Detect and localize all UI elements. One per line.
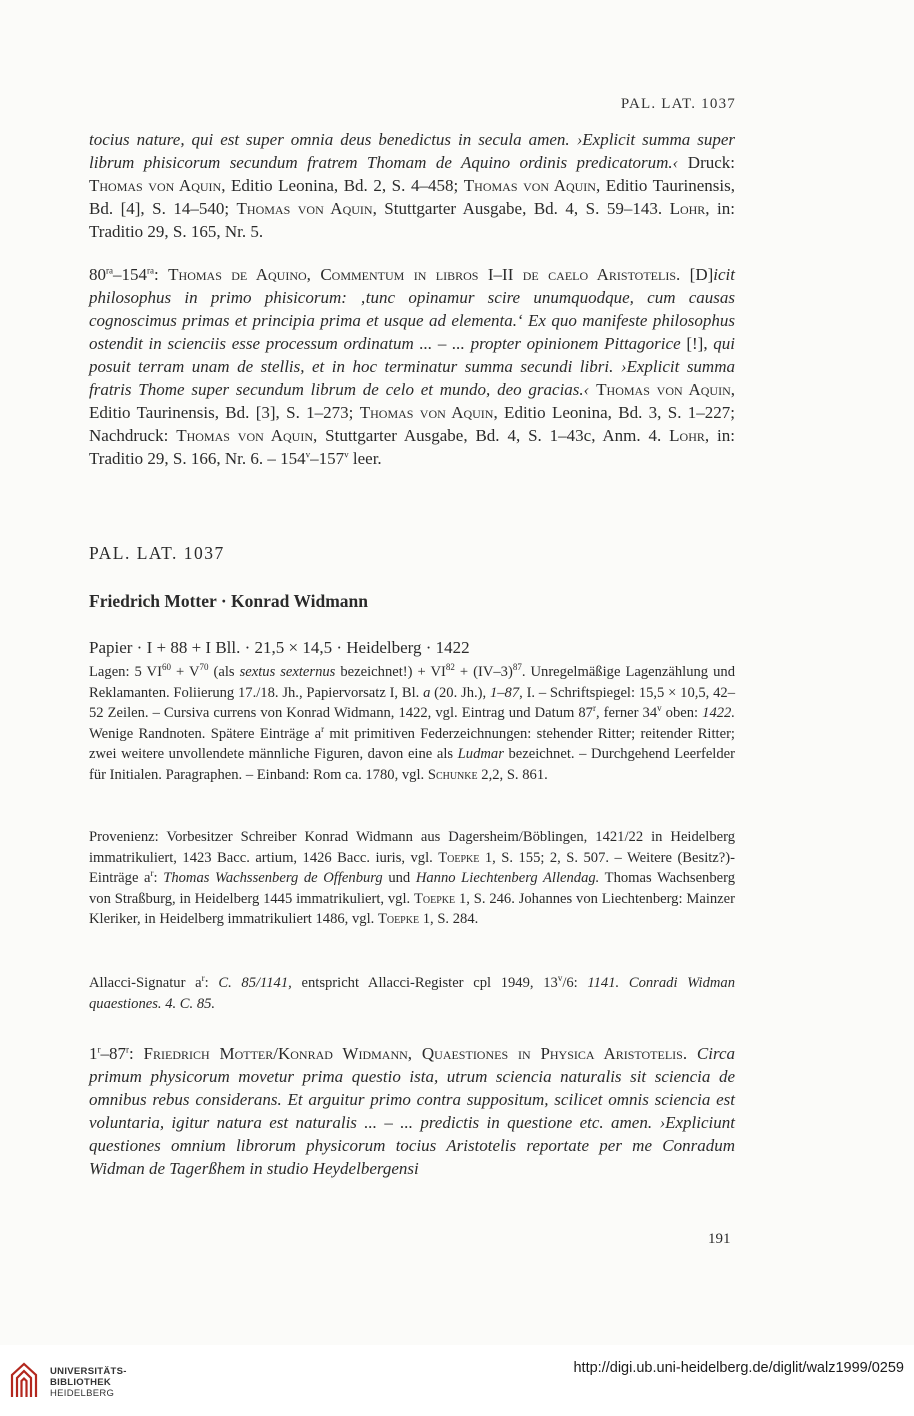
author-ref: Lohr: [669, 426, 705, 445]
viewer-footer: [0, 1345, 914, 1416]
incipit-text: tocius nature, qui est super omnia deus benedictus in secula amen. ›Explicit summa super librum phisicorum secundum fratrem Thomam de Aquino ordinis predicatorum.‹: [89, 130, 735, 172]
author-ref: Toepke: [377, 911, 420, 928]
author-ref: Thomas von Aquin: [359, 403, 494, 422]
university-library-logo-icon: [9, 1361, 39, 1399]
paragraph-lagen: Lagen: 5 $VI^{60} + V^{70}$ (als sextus sexternus bezeichnet!) + $VI^{82} + (IV-3)^{87}$. Unregelmäßige Lagenzählung und Reklamanten. Foliierung 17./18. Jh., Papiervorsatz I, Bl. a (20. Jh.), 1–87, I. – Schriftspiegel: 15,5 × 10,5, 42–52 Zeilen. – Cursiva currens von Konrad Widmann, 1422, vgl. Eintrag und Datum 87$^r$, ferner 34$^v$ oben: 1422. Wenige Randnoten. Spätere Einträge $a^r$ mit primitiven Federzeichnungen: stehender Ritter; reitender Ritter; zwei weitere unvollendete männliche Figuren, davon eine als Ludmar bezeichnet. – Durchgehend Leerfelder für Initialen. Paragraphen. – Einband: Rom ca. 1780, vgl. Schunke 2,2, S. 861.: [89, 662, 735, 783]
author-ref: Toepke: [438, 849, 480, 866]
authors-heading: Friedrich Motter · Konrad Widmann: [89, 591, 369, 611]
work-title: Thomas de Aquino, Commentum in libros I–II de caelo Aristotelis.: [168, 265, 681, 284]
author-ref: Thomas von Aquin: [463, 176, 596, 195]
codex-summary: Papier · I + 88 + I Bll. · 21,5 × 14,5 · Heidelberg · 1422: [89, 638, 470, 657]
author-ref: Thomas von Aquin: [176, 426, 314, 445]
author-ref: Schunke: [427, 766, 478, 783]
paragraph-de-caelo-commentary: $80^{ra}-154^{ra}$: Thomas de Aquino, Commentum in libros I–II de caelo Aristotelis. [D]icit philosophus in primo phisicorum: ‚tunc opinamur scire unumquodque, cum causas cognoscimus primas et principia prima et usque ad elementa.‘ Ex quo manifeste philosophus ostendit in scienciis esse processum ordinatum ... – ... propter opinionem Pittagorice [!], qui posuit terram unam de stellis, et in hoc terminatur summa secundi libri. ›Explicit summa fratris Thome super secundum librum de celo et mundo, deo gracias.‹ Thomas von Aquin, Editio Taurinensis, Bd. [3], S. 1–273; Thomas von Aquin, Editio Leonina, Bd. 3, S. 1–227; Nachdruck: Thomas von Aquin, Stuttgarter Ausgabe, Bd. 4, S. 1–43c, Anm. 4. Lohr, in: Traditio 29, S. 166, Nr. 6. – 154$^v$–157$^v$ leer.: [89, 265, 736, 468]
author-ref: Toepke: [414, 890, 456, 907]
author-ref: Thomas von Aquin: [89, 176, 222, 195]
paragraph-allacci: Allacci-Signatur $a^r$: C. 85/1141, entspricht Allacci-Register cpl 1949, 13$^v$/6: 1141. Conradi Widman quaestiones. 4. C. 85.: [89, 973, 736, 1012]
section-heading: PAL. LAT. 1037: [89, 543, 225, 563]
source-url-link[interactable]: http://digi.ub.uni-heidelberg.de/diglit/walz1999/0259: [573, 1360, 904, 1376]
work-title: Friedrich Motter/Konrad Widmann, Quaestiones in Physica Aristotelis.: [143, 1044, 688, 1063]
running-head: PAL. LAT. 1037: [620, 96, 736, 112]
library-name: UNIVERSITÄTS- BIBLIOTHEK HEIDELBERG: [50, 1366, 127, 1399]
paragraph-provenienz: Provenienz: Vorbesitzer Schreiber Konrad Widmann aus Dagersheim/Böblingen, 1421/22 in Heidelberg immatrikuliert, 1423 Bacc. artium, 1426 Bacc. iuris, vgl. Toepke 1, S. 155; 2, S. 507. – Weitere (Besitz?)-Einträge $a^r$: Thomas Wachssenberg de Offenburg und Hanno Liechtenberg Allendag. Thomas Wachsenberg von Straßburg, in Heidelberg 1445 immatrikuliert, vgl. Toepke 1, S. 246. Johannes von Liechtenberg: Mainzer Kleriker, in Heidelberg immatrikuliert 1486, vgl. Toepke 1, S. 284.: [89, 829, 736, 928]
paragraph-quaestiones: 1$^r$–87$^r$: Friedrich Motter/Konrad Widmann, Quaestiones in Physica Aristotelis. Circa primum physicorum movetur prima questio ista, utrum sciencia naturalis sit sciencia de omnibus rebus considerans. Et arguitur primo contra suppositum, scilicet omnis sciencia est voluntaria, igitur natura est naturalis ... – ... predictis in questione etc. amen. ›Expliciunt questiones omnium librorum physicorum tocius Aristotelis reportate per me Conradum Widman de Tagerßhem in studio Heydelbergensi: [89, 1044, 736, 1178]
paragraph-physica-commentary: tocius nature, qui est super omnia deus benedictus in secula amen. ›Explicit summa super librum phisicorum secundum fratrem Thomam de Aquino ordinis predicatorum.‹ Druck: Thomas von Aquin, Editio Leonina, Bd. 2, S. 4–458; Thomas von Aquin, Editio Taurinensis, Bd. [4], S. 14–540; Thomas von Aquin, Stuttgarter Ausgabe, Bd. 4, S. 59–143. Lohr, in: Traditio 29, S. 165, Nr. 5.: [89, 130, 736, 241]
page-number: 191: [708, 1231, 731, 1247]
author-ref: Thomas von Aquin: [236, 199, 373, 218]
author-ref: Thomas von Aquin: [596, 380, 731, 399]
author-ref: Lohr: [669, 199, 706, 218]
